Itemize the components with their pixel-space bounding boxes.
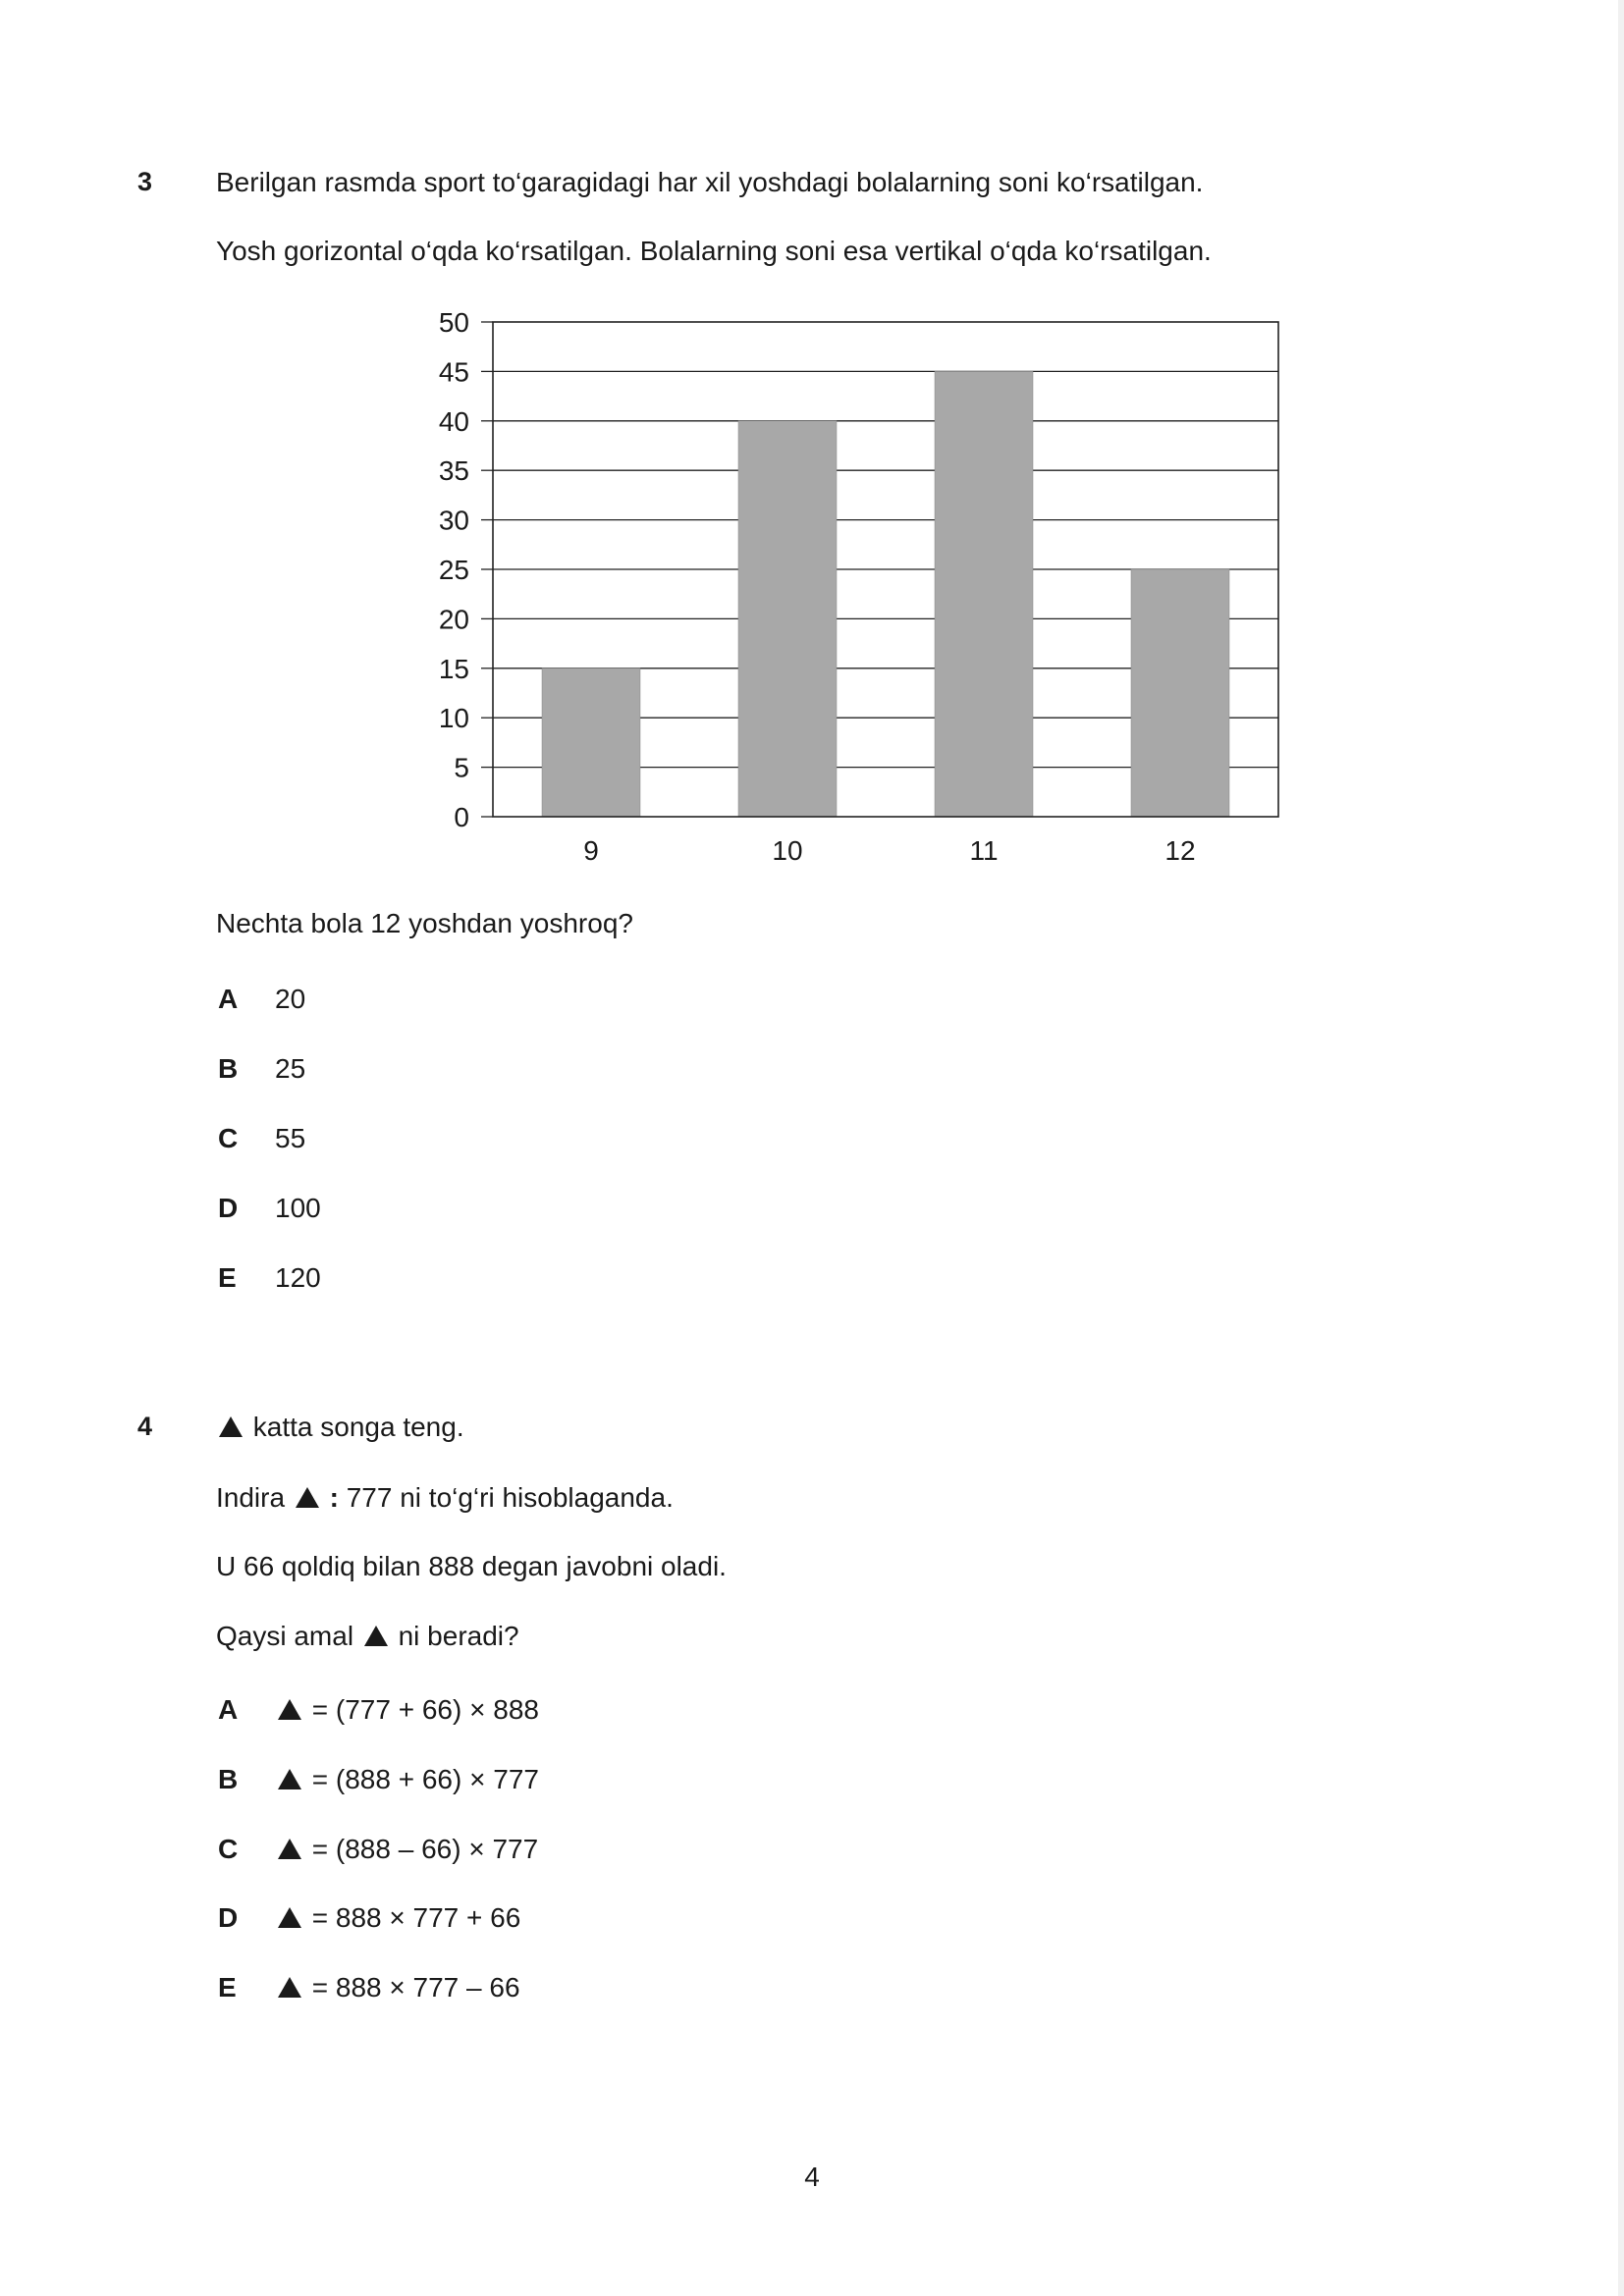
option-letter: B xyxy=(218,1764,239,1794)
y-tick-label: 40 xyxy=(438,405,469,437)
option-text: 100 xyxy=(275,1193,321,1223)
chart-x-ticks xyxy=(583,835,1195,866)
q4-option-e[interactable] xyxy=(218,1972,520,2003)
y-tick-label: 45 xyxy=(438,356,469,388)
triangle-icon xyxy=(364,1626,388,1646)
x-tick-label: 9 xyxy=(583,835,599,866)
q4-line-4 xyxy=(216,1621,519,1652)
triangle-icon xyxy=(278,1769,301,1789)
y-tick-label: 50 xyxy=(438,307,469,338)
option-letter: D xyxy=(218,1902,239,1933)
q3-intro-line-1: Berilgan rasmda sport to‘garagidagi har xil yoshdagi bolalarning soni ko‘rsatilgan. xyxy=(216,167,1204,197)
bar xyxy=(935,371,1033,817)
page-edge xyxy=(1618,0,1624,2296)
q3-option-c[interactable] xyxy=(218,1123,305,1154)
q3-number: 3 xyxy=(137,167,153,196)
triangle-icon xyxy=(219,1416,243,1437)
option-text: 120 xyxy=(275,1262,321,1293)
q4-line-1 xyxy=(216,1412,464,1443)
bar-chart xyxy=(393,294,1296,883)
q4-line-2-start: Indira xyxy=(216,1482,286,1513)
triangle-icon xyxy=(296,1487,319,1508)
option-letter: A xyxy=(218,984,239,1014)
option-letter: C xyxy=(218,1123,239,1153)
x-tick-label: 10 xyxy=(772,835,803,866)
q3-intro-line-2: Yosh gorizontal o‘qda ko‘rsatilgan. Bolalarning soni esa vertikal o‘qda ko‘rsatilgan. xyxy=(216,236,1212,266)
y-tick-label: 5 xyxy=(454,752,469,783)
bar xyxy=(542,668,640,817)
triangle-icon xyxy=(278,1699,301,1720)
triangle-icon xyxy=(278,1977,301,1998)
option-text: = 888 × 777 – 66 xyxy=(311,1972,520,2002)
y-tick-label: 25 xyxy=(438,555,469,585)
chart-bars xyxy=(542,371,1229,817)
x-tick-label: 12 xyxy=(1164,835,1196,866)
q3-option-e[interactable] xyxy=(218,1262,321,1294)
option-text: = 888 × 777 + 66 xyxy=(311,1902,521,1933)
q4-number: 4 xyxy=(137,1412,153,1441)
option-text: = (888 + 66) × 777 xyxy=(311,1764,539,1794)
page-number: 4 xyxy=(804,2162,820,2192)
q4-option-c[interactable] xyxy=(218,1834,538,1865)
y-tick-label: 10 xyxy=(438,703,469,734)
y-tick-label: 20 xyxy=(438,604,469,635)
q3-option-b[interactable] xyxy=(218,1053,305,1085)
q4-option-b[interactable] xyxy=(218,1764,539,1795)
option-text: 55 xyxy=(275,1123,306,1153)
division-colon: : xyxy=(329,1482,339,1513)
option-letter: D xyxy=(218,1193,239,1223)
triangle-icon xyxy=(278,1907,301,1928)
option-letter: B xyxy=(218,1053,239,1084)
option-letter: E xyxy=(218,1972,237,2002)
q4-line-4-end: ni beradi? xyxy=(398,1621,519,1651)
y-tick-label: 35 xyxy=(438,455,469,487)
q4-line-4-start: Qaysi amal xyxy=(216,1621,354,1651)
bar xyxy=(738,421,837,817)
y-tick-label: 15 xyxy=(438,653,469,684)
bar xyxy=(1131,569,1229,817)
option-letter: E xyxy=(218,1262,237,1293)
option-letter: A xyxy=(218,1694,239,1725)
option-text: = (777 + 66) × 888 xyxy=(311,1694,539,1725)
q3-option-d[interactable] xyxy=(218,1193,321,1224)
q3-question: Nechta bola 12 yoshdan yoshroq? xyxy=(216,908,633,938)
q4-option-a[interactable] xyxy=(218,1694,539,1726)
q4-line-2 xyxy=(216,1482,674,1514)
y-tick-label: 0 xyxy=(454,802,469,832)
option-letter: C xyxy=(218,1834,239,1864)
q4-option-d[interactable] xyxy=(218,1902,520,1934)
q4-line-1-text: katta songa teng. xyxy=(252,1412,464,1442)
y-tick-label: 30 xyxy=(438,505,469,536)
option-text: 25 xyxy=(275,1053,306,1084)
triangle-icon xyxy=(278,1839,301,1859)
q4-line-2-end: 777 ni to‘g‘ri hisoblaganda. xyxy=(346,1482,674,1513)
chart-y-ticks xyxy=(439,307,493,832)
x-tick-label: 11 xyxy=(969,835,999,866)
q4-line-3: U 66 qoldiq bilan 888 degan javobni oladi. xyxy=(216,1551,727,1581)
q3-option-a[interactable] xyxy=(218,984,305,1015)
option-text: = (888 – 66) × 777 xyxy=(311,1834,539,1864)
option-text: 20 xyxy=(275,984,306,1014)
